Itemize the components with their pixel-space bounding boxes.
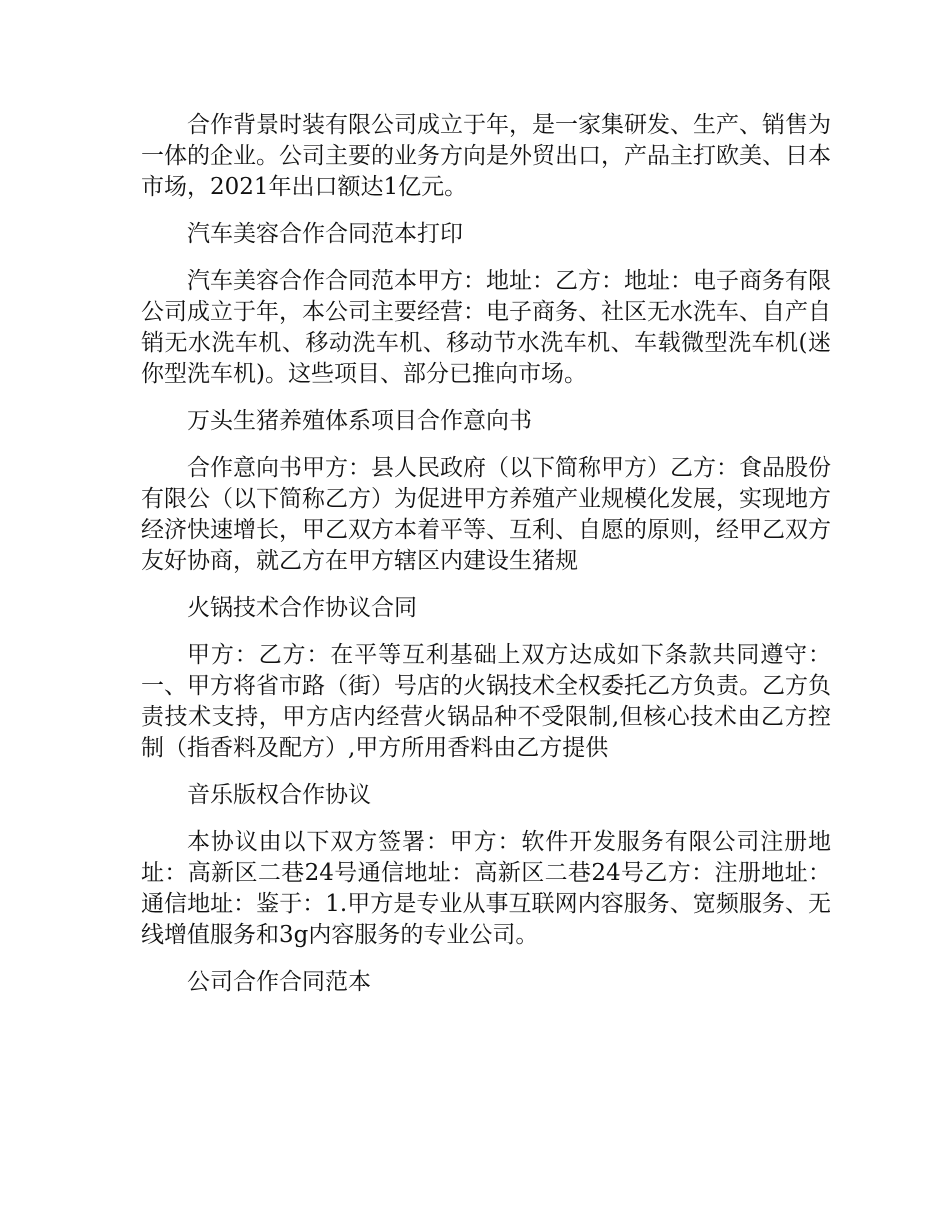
document-page: [141, 110, 831, 1014]
paragraph-fashion-company: 合作背景时装有限公司成立于年，是一家集研发、生产、销售为一体的企业。公司主要的业务方向是外贸出口，产品主打欧美、日本市场，2021年出口额达1亿元。: [141, 112, 831, 200]
section-title-pig-farming: 万头生猪养殖体系项目合作意向书: [187, 408, 532, 434]
section-title-music-copyright: 音乐版权合作协议: [187, 782, 371, 808]
paragraph-music-copyright: 本协议由以下双方签署：甲方：软件开发服务有限公司注册地址：高新区二巷24号通信地址：高新区二巷24号乙方：注册地址：通信地址：鉴于：1.甲方是专业从事互联网内容服务、宽频服务、无线增值服务和3g内容服务的专业公司。: [141, 829, 831, 948]
section-title-car-beauty: 汽车美容合作合同范本打印: [187, 221, 463, 247]
paragraph-pig-farming: 合作意向书甲方：县人民政府（以下简称甲方）乙方：食品股份有限公（以下简称乙方）为促进甲方养殖产业规模化发展，实现地方经济快速增长，甲乙双方本着平等、互利、自愿的原则，经甲乙双方友好协商，就乙方在甲方辖区内建设生猪规: [141, 455, 831, 574]
section-title-company-contract: 公司合作合同范本: [187, 969, 371, 995]
section-title-hotpot: 火锅技术合作协议合同: [187, 595, 417, 621]
paragraph-hotpot: 甲方：乙方：在平等互利基础上双方达成如下条款共同遵守：一、甲方将省市路（街）号店的火锅技术全权委托乙方负责。乙方负责技术支持，甲方店内经营火锅品种不受限制,但核心技术由乙方控制（指香料及配方）,甲方所用香料由乙方提供: [141, 642, 831, 761]
paragraph-car-beauty: 汽车美容合作合同范本甲方：地址：乙方：地址：电子商务有限公司成立于年，本公司主要经营：电子商务、社区无水洗车、自产自销无水洗车机、移动洗车机、移动节水洗车机、车载微型洗车机(迷你型洗车机)。这些项目、部分已推向市场。: [141, 268, 831, 387]
